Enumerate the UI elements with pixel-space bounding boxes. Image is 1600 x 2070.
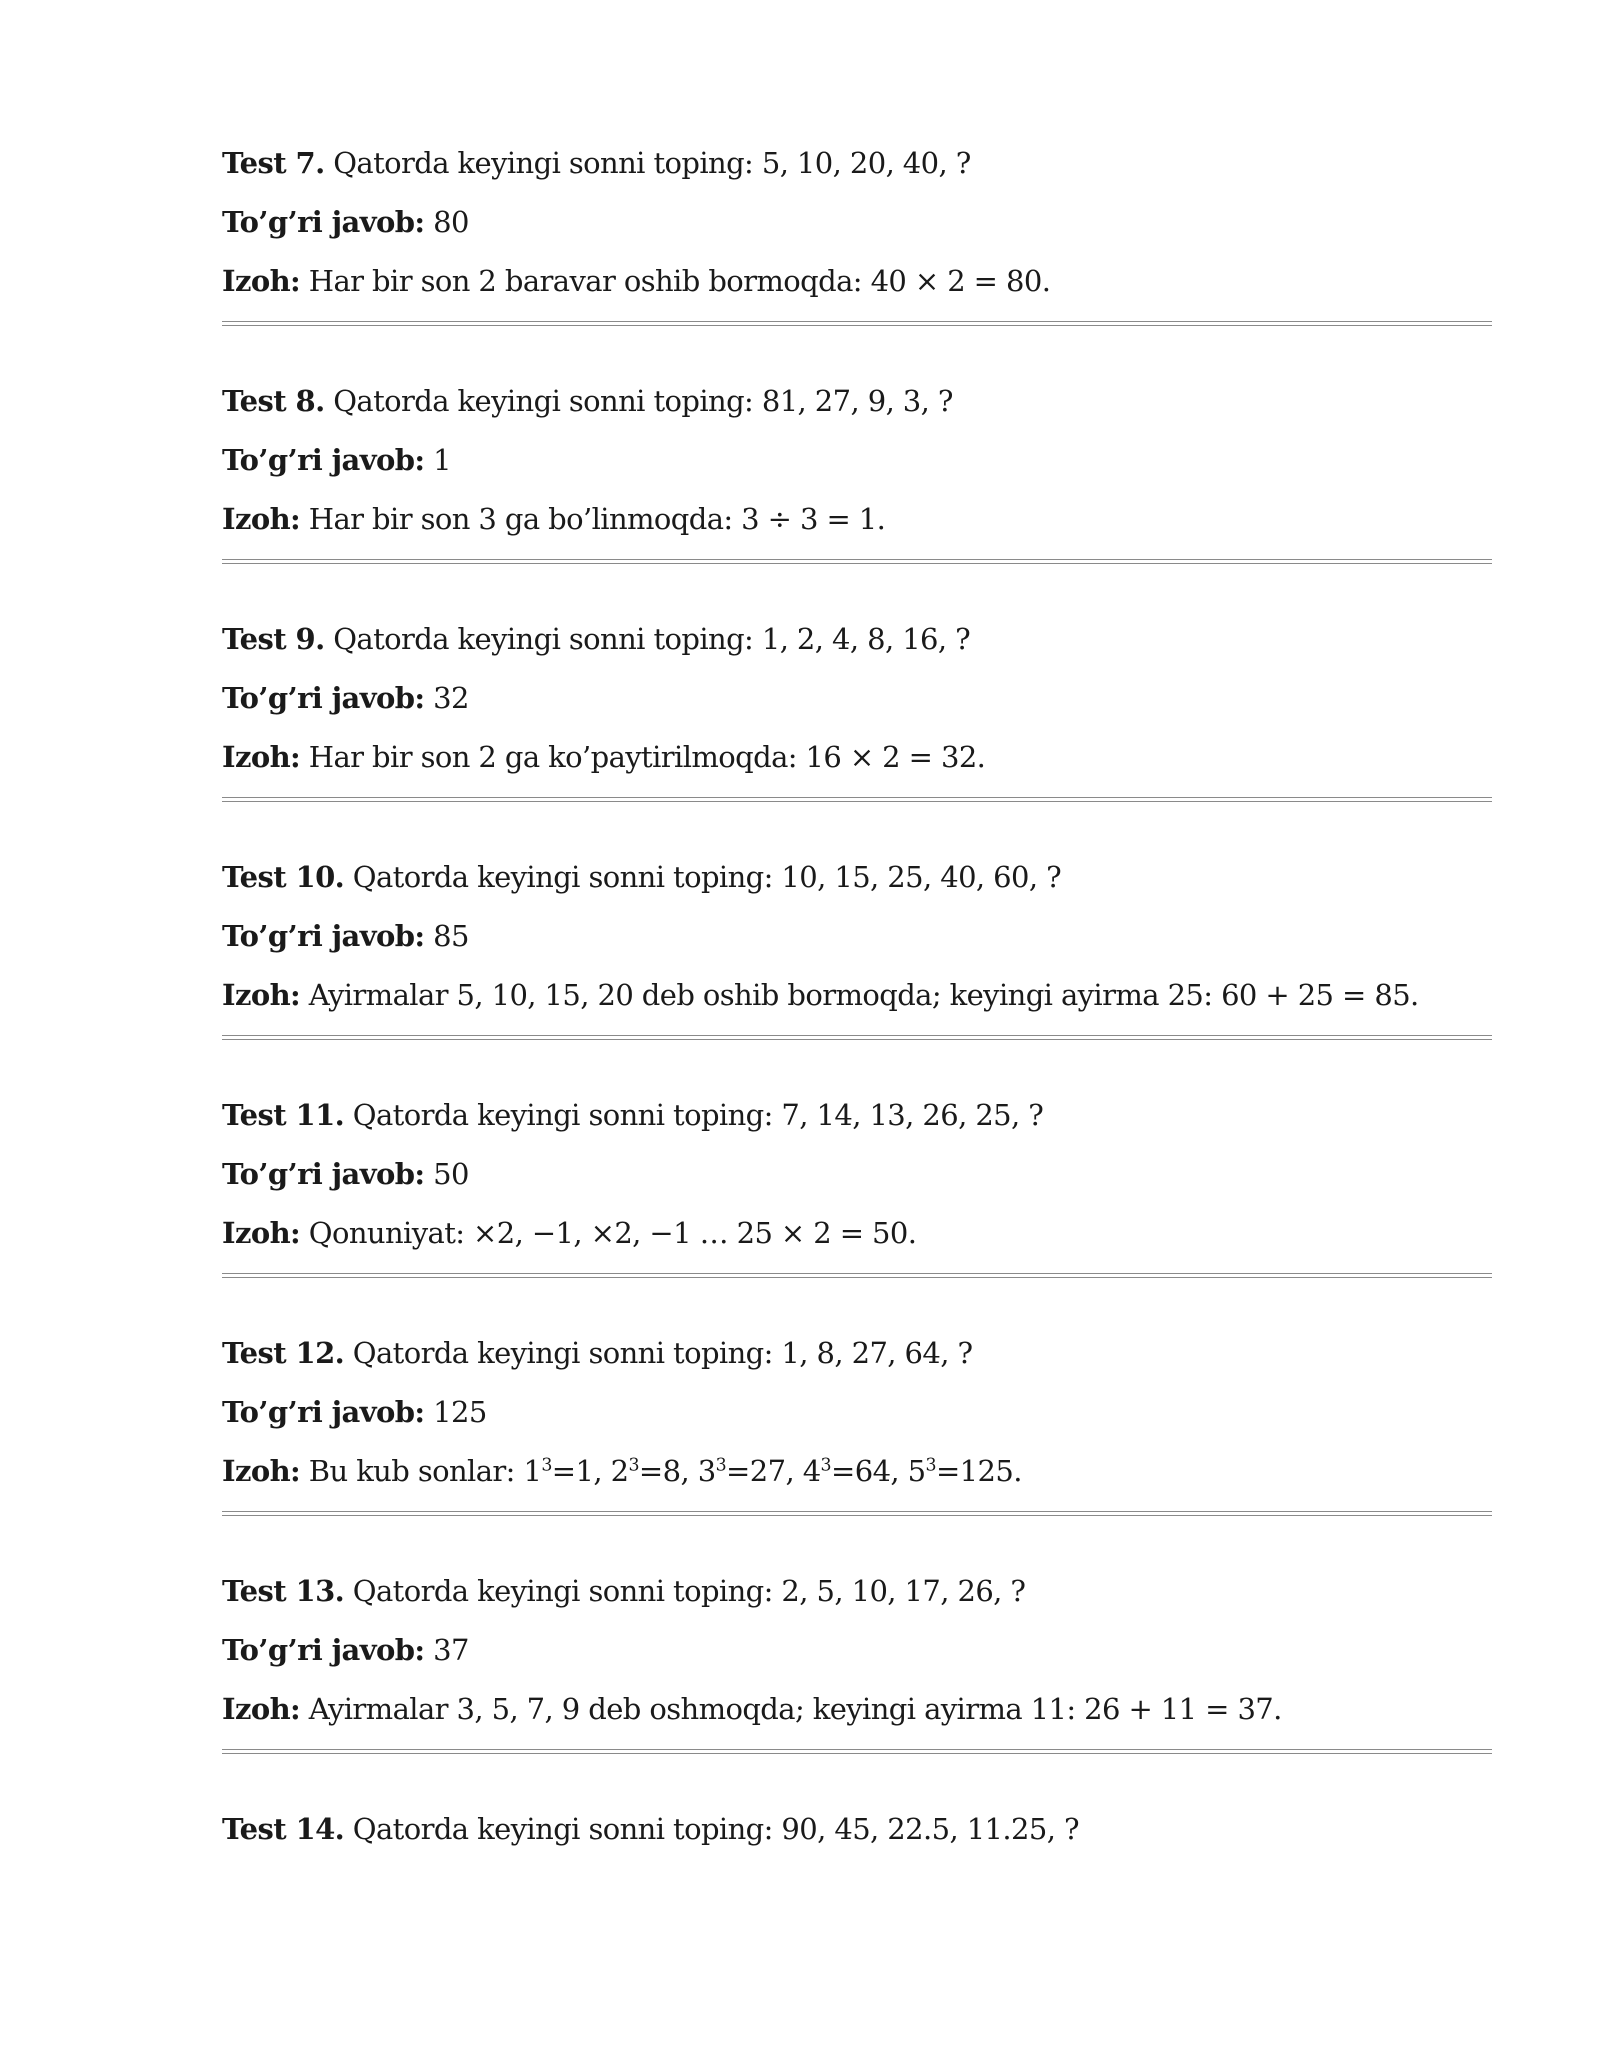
- answer-label: To’g’ri javob:: [222, 681, 425, 715]
- question-line: [222, 621, 970, 657]
- note-line: [222, 1453, 1022, 1489]
- note-text: Har bir son 2 ga ko’paytirilmoqda: 16 × 2 = 32.: [300, 740, 986, 774]
- question-line: [222, 1811, 1079, 1847]
- answer-line: [222, 1156, 469, 1192]
- horizontal-divider: [222, 1035, 1492, 1040]
- cube-term: $1^3=1$,: [523, 1454, 611, 1488]
- answer-value: 80: [424, 205, 469, 239]
- test-label: Test 12.: [222, 1336, 345, 1370]
- note-label: Izoh:: [222, 1454, 301, 1488]
- answer-value: 125: [424, 1395, 487, 1429]
- answer-value: 50: [424, 1157, 469, 1191]
- question-text: Qatorda keyingi sonni toping: 90, 45, 22.5, 11.25, ?: [344, 1812, 1079, 1846]
- test-label: Test 8.: [222, 384, 325, 418]
- test-label: Test 10.: [222, 860, 345, 894]
- horizontal-divider: [222, 1749, 1492, 1754]
- question-text: Qatorda keyingi sonni toping: 1, 2, 4, 8, 16, ?: [324, 622, 971, 656]
- note-text: Qonuniyat: ×2, −1, ×2, −1 … 25 × 2 = 50.: [300, 1216, 917, 1250]
- horizontal-divider: [222, 1273, 1492, 1278]
- question-text: Qatorda keyingi sonni toping: 7, 14, 13, 26, 25, ?: [344, 1098, 1044, 1132]
- answer-line: [222, 680, 469, 716]
- answer-line: [222, 204, 469, 240]
- question-text: Qatorda keyingi sonni toping: 10, 15, 25, 40, 60, ?: [344, 860, 1062, 894]
- cube-term: $3^3=27$,: [697, 1454, 803, 1488]
- answer-label: To’g’ri javob:: [222, 1395, 425, 1429]
- answer-line: [222, 1394, 487, 1430]
- horizontal-divider: [222, 797, 1492, 802]
- answer-label: To’g’ri javob:: [222, 1157, 425, 1191]
- horizontal-divider: [222, 1511, 1492, 1516]
- answer-label: To’g’ri javob:: [222, 205, 425, 239]
- note-line: [222, 263, 1050, 299]
- answer-value: 32: [424, 681, 469, 715]
- question-line: [222, 383, 953, 419]
- note-line: [222, 977, 1419, 1013]
- note-line: [222, 501, 885, 537]
- test-label: Test 13.: [222, 1574, 345, 1608]
- cube-term: $2^3=8$,: [610, 1454, 698, 1488]
- note-label: Izoh:: [222, 264, 301, 298]
- note-label: Izoh:: [222, 740, 301, 774]
- test-label: Test 9.: [222, 622, 325, 656]
- answer-value: 85: [424, 919, 469, 953]
- test-label: Test 14.: [222, 1812, 345, 1846]
- note-line: [222, 1691, 1282, 1727]
- test-label: Test 7.: [222, 146, 325, 180]
- answer-value: 37: [424, 1633, 469, 1667]
- question-text: Qatorda keyingi sonni toping: 81, 27, 9, 3, ?: [324, 384, 953, 418]
- question-line: [222, 1097, 1043, 1133]
- note-text: Ayirmalar 5, 10, 15, 20 deb oshib bormoqda; keyingi ayirma 25: 60 + 25 = 85.: [300, 978, 1419, 1012]
- answer-line: [222, 442, 451, 478]
- question-text: Qatorda keyingi sonni toping: 5, 10, 20, 40, ?: [324, 146, 971, 180]
- note-label: Izoh:: [222, 978, 301, 1012]
- answer-label: To’g’ri javob:: [222, 1633, 425, 1667]
- answer-line: [222, 1632, 469, 1668]
- note-text: Har bir son 3 ga bo’linmoqda: 3 ÷ 3 = 1.: [300, 502, 886, 536]
- note-text: Bu kub sonlar:: [300, 1454, 524, 1488]
- test-label: Test 11.: [222, 1098, 345, 1132]
- note-text: Ayirmalar 3, 5, 7, 9 deb oshmoqda; keyingi ayirma 11: 26 + 11 = 37.: [300, 1692, 1282, 1726]
- note-line: [222, 739, 985, 775]
- answer-value: 1: [424, 443, 452, 477]
- cube-term: $5^3=125$.: [907, 1454, 1022, 1488]
- note-label: Izoh:: [222, 1692, 301, 1726]
- note-label: Izoh:: [222, 502, 301, 536]
- question-line: [222, 1335, 972, 1371]
- horizontal-divider: [222, 321, 1492, 326]
- question-line: [222, 145, 971, 181]
- horizontal-divider: [222, 559, 1492, 564]
- answer-line: [222, 918, 469, 954]
- question-line: [222, 1573, 1025, 1609]
- note-line: [222, 1215, 916, 1251]
- answer-label: To’g’ri javob:: [222, 919, 425, 953]
- note-label: Izoh:: [222, 1216, 301, 1250]
- cube-term: $4^3=64$,: [802, 1454, 908, 1488]
- question-line: [222, 859, 1061, 895]
- answer-label: To’g’ri javob:: [222, 443, 425, 477]
- question-text: Qatorda keyingi sonni toping: 2, 5, 10, 17, 26, ?: [344, 1574, 1026, 1608]
- note-text: Har bir son 2 baravar oshib bormoqda: 40 × 2 = 80.: [300, 264, 1051, 298]
- question-text: Qatorda keyingi sonni toping: 1, 8, 27, 64, ?: [344, 1336, 973, 1370]
